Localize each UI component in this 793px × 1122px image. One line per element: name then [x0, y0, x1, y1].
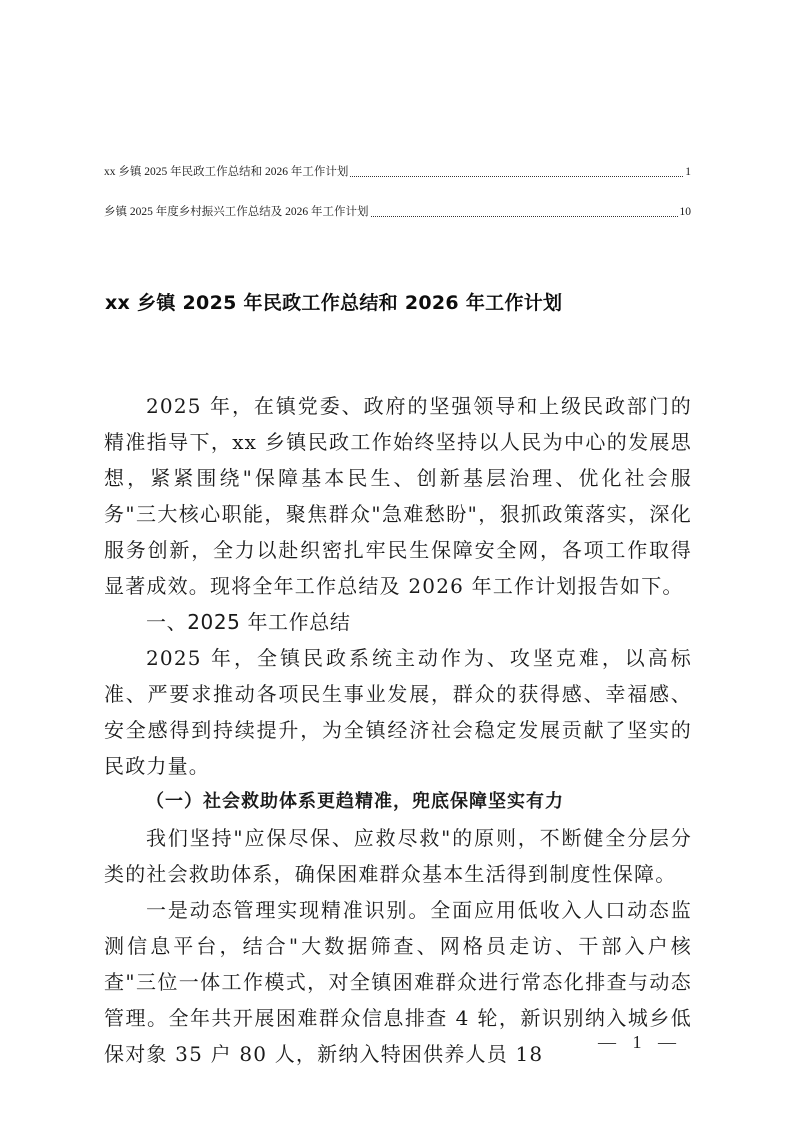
section-summary-paragraph: 2025 年，全镇民政系统主动作为、攻坚克难，以高标准、严要求推动各项民生事业发展，群众的获得感、幸福感、安全感得到持续提升，为全镇经济社会稳定发展贡献了坚实的民政力量。 [104, 646, 692, 778]
toc-entry[interactable] [104, 162, 691, 182]
intro-paragraph: 2025 年，在镇党委、政府的坚强领导和上级民政部门的精准指导下，xx 乡镇民政工作始终坚持以人民为中心的发展思想，紧紧围绕"保障基本民生、创新基层治理、优化社会服务"三大核心职能，聚焦群众"急难愁盼"，狠抓政策落实，深化服务创新，全力以赴织密扎牢民生保障安全网，各项工作取得显著成效。现将全年工作总结及 2026 年工作计划报告如下。 [104, 394, 692, 598]
subsection-paragraph: 我们坚持"应保尽保、应救尽救"的原则，不断健全分层分类的社会救助体系，确保困难群众基本生活得到制度性保障。 [104, 826, 692, 886]
subsection-heading: （一）社会救助体系更趋精准，兜底保障坚实有力 [146, 791, 564, 812]
subsection-paragraph: 一是动态管理实现精准识别。全面应用低收入人口动态监测信息平台，结合"大数据筛查、网格员走访、干部入户核查"三位一体工作模式，对全镇困难群众进行常态化排查与动态管理。全年共开展困难群众信息排查 4 轮，新识别纳入城乡低保对象 35 户 80 人，新纳入特困供养人员 18 [104, 898, 692, 1066]
table-of-contents [104, 162, 691, 222]
toc-entry-title: 乡镇 2025 年度乡村振兴工作总结及 2026 年工作计划 [104, 206, 369, 218]
toc-dot-leader [371, 216, 678, 217]
toc-entry-page: 1 [685, 166, 691, 178]
section-heading: 一、2025 年工作总结 [146, 610, 351, 634]
toc-entry[interactable] [104, 202, 691, 222]
page-number: — 1 — [598, 1032, 682, 1052]
toc-entry-page: 10 [679, 206, 691, 218]
toc-entry-title: xx 乡镇 2025 年民政工作总结和 2026 年工作计划 [104, 166, 349, 178]
document-body [104, 388, 692, 1072]
toc-dot-leader [350, 176, 683, 177]
document-title: xx 乡镇 2025 年民政工作总结和 2026 年工作计划 [105, 292, 563, 314]
